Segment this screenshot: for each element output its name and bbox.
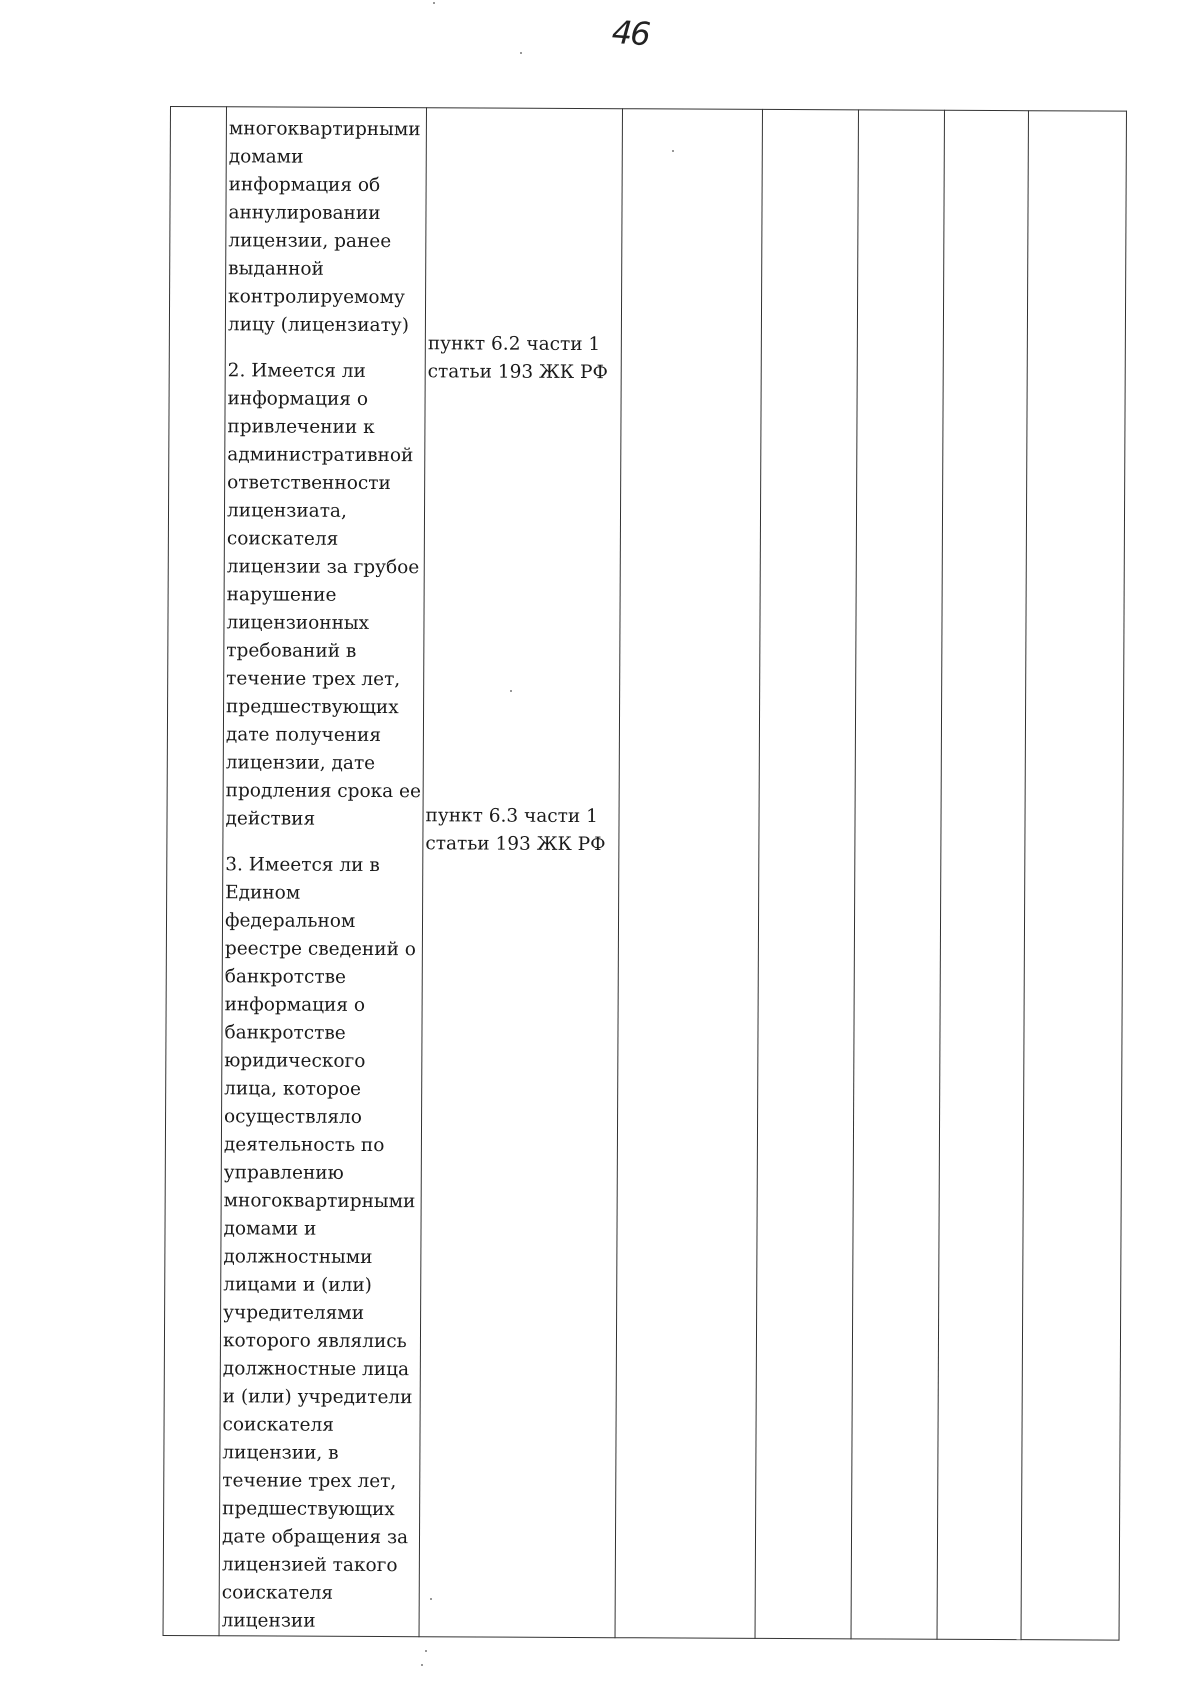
scan-speck xyxy=(430,1598,432,1600)
legal-reference: пункт 6.3 части 1 статьи 193 ЖК РФ xyxy=(425,805,606,856)
answer-cell xyxy=(755,109,858,1638)
question-item xyxy=(222,851,423,1636)
handwritten-page-number: 46 xyxy=(610,12,650,54)
reference-spacer xyxy=(426,386,621,803)
notes-cell xyxy=(1021,111,1126,1640)
reference-spacer xyxy=(428,116,622,331)
question-cell xyxy=(219,107,426,1637)
answer-cell xyxy=(937,110,1028,1639)
reference-cell xyxy=(419,108,622,1638)
number-cell xyxy=(163,107,226,1636)
scan-speck xyxy=(425,1650,427,1652)
legal-reference: пункт 6.2 части 1 статьи 193 ЖК РФ xyxy=(427,333,608,384)
answer-cell xyxy=(851,110,944,1639)
answer-cell xyxy=(615,109,762,1639)
scan-speck xyxy=(421,1664,423,1666)
scan-speck xyxy=(510,690,512,692)
scan-speck xyxy=(520,52,522,54)
checklist-table xyxy=(163,106,1127,1641)
continued-question xyxy=(228,115,426,340)
table-row xyxy=(163,107,1126,1641)
scan-speck xyxy=(433,2,435,4)
question-text: 2. Имеется ли информация о привлечении к административной ответственности лицензиата, соискателя лицензии за грубое нарушение лицензионных требований в течение трех лет, предшествующих дате получения лицензии, дате продления срока ее действия xyxy=(225,360,422,830)
continued-question-text: многоквартирными домами информация об аннулировании лицензии, ранее выданной контролируемому лицу (лицензиату) xyxy=(227,118,421,337)
question-text: 3. Имеется ли в Едином федеральном реестре сведений о банкротстве информация о банкротстве юридического лица, которое осуществляло деятельность по управлению многоквартирными домами и должностными лицами и (или) учредителями которого являлись должностные лица и (или) учредители соискателя лицензии, в течение трех лет, предшествующих дате обращения за лицензией такого соискателя лицензии xyxy=(221,854,417,1632)
scan-speck xyxy=(672,150,674,152)
question-item xyxy=(225,357,424,834)
